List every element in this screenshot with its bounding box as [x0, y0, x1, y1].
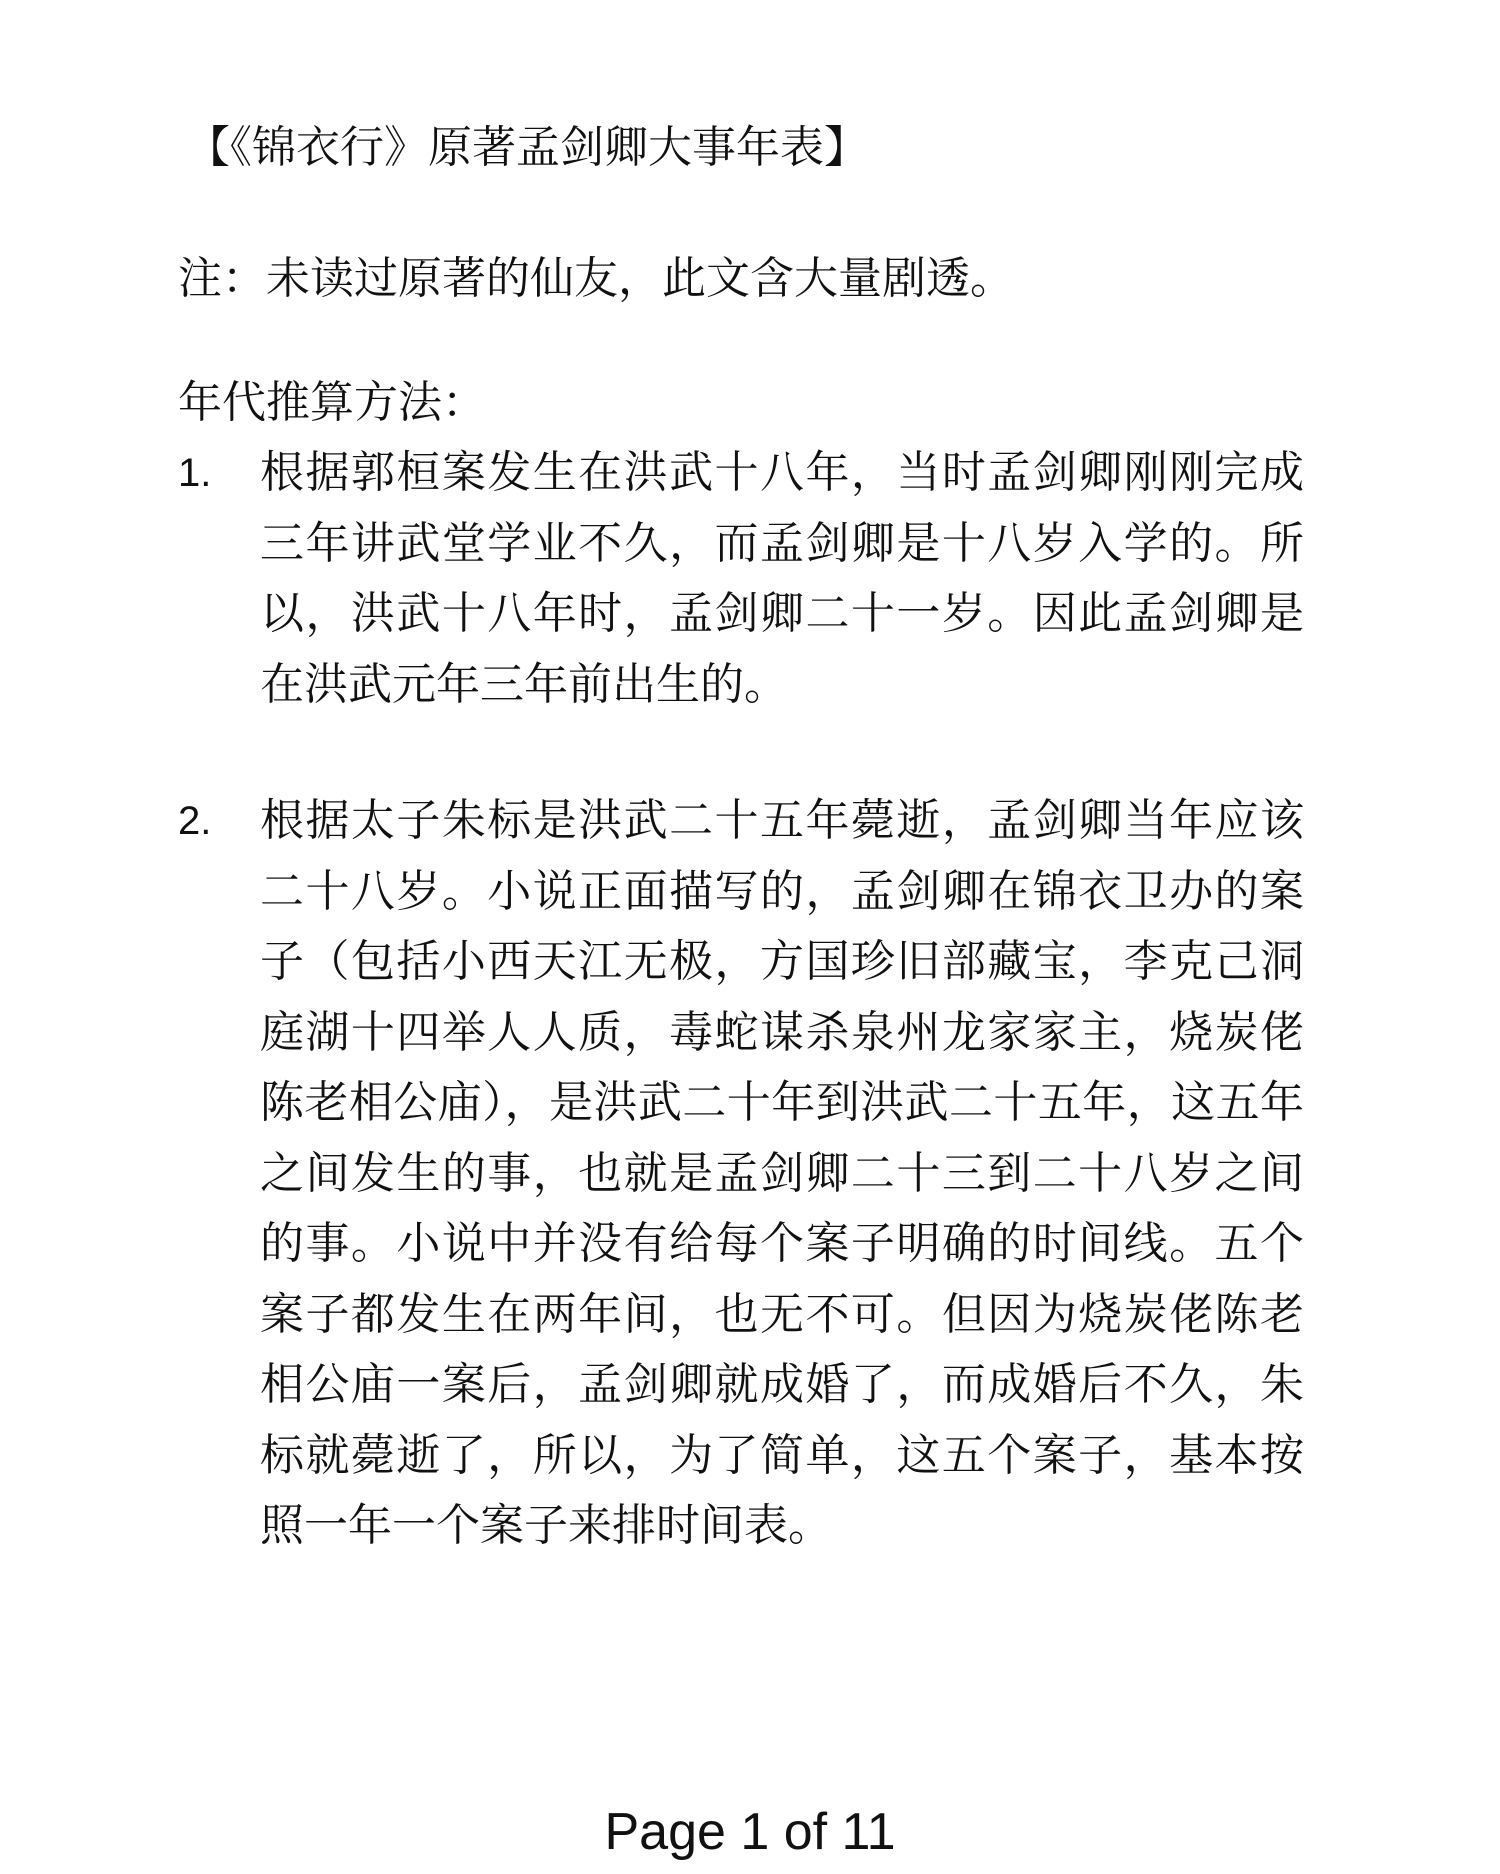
method-heading: 年代推算方法： [178, 377, 486, 428]
list-item-text: 根据郭桓案发生在洪武十八年，当时孟剑卿刚刚完成三年讲武堂学业不久，而孟剑卿是十八岁入学的。所以，洪武十八年时，孟剑卿二十一岁。因此孟剑卿是在洪武元年三年前出生的。 [260, 447, 1304, 710]
list-item-text: 根据太子朱标是洪武二十五年薨逝，孟剑卿当年应该二十八岁。小说正面描写的，孟剑卿在锦衣卫办的案子（包括小西天江无极，方国珍旧部藏宝，李克己洞庭湖十四举人人质，毒蛇谋杀泉州龙家家主，烧炭佬陈老相公庙），是洪武二十年到洪武二十五年，这五年之间发生的事，也就是孟剑卿二十三到二十八岁之间的事。小说中并没有给每个案子明确的时间线。五个案子都发生在两年间，也无不可。但因为烧炭佬陈老相公庙一案后，孟剑卿就成婚了，而成婚后不久，朱标就薨逝了，所以，为了简单，这五个案子，基本按照一年一个案子来排时间表。 [260, 795, 1304, 1551]
list-item-number: 2. [178, 799, 212, 843]
method-list [178, 438, 1318, 1562]
list-item [178, 438, 1318, 720]
list-item [178, 786, 1318, 1562]
document-title: 【《锦衣行》原著孟剑卿大事年表】 [186, 122, 868, 173]
list-item-number: 1. [178, 451, 212, 495]
page-number: Page 1 of 11 [604, 1803, 896, 1861]
spoiler-note: 注：未读过原著的仙友，此文含大量剧透。 [178, 253, 1014, 304]
